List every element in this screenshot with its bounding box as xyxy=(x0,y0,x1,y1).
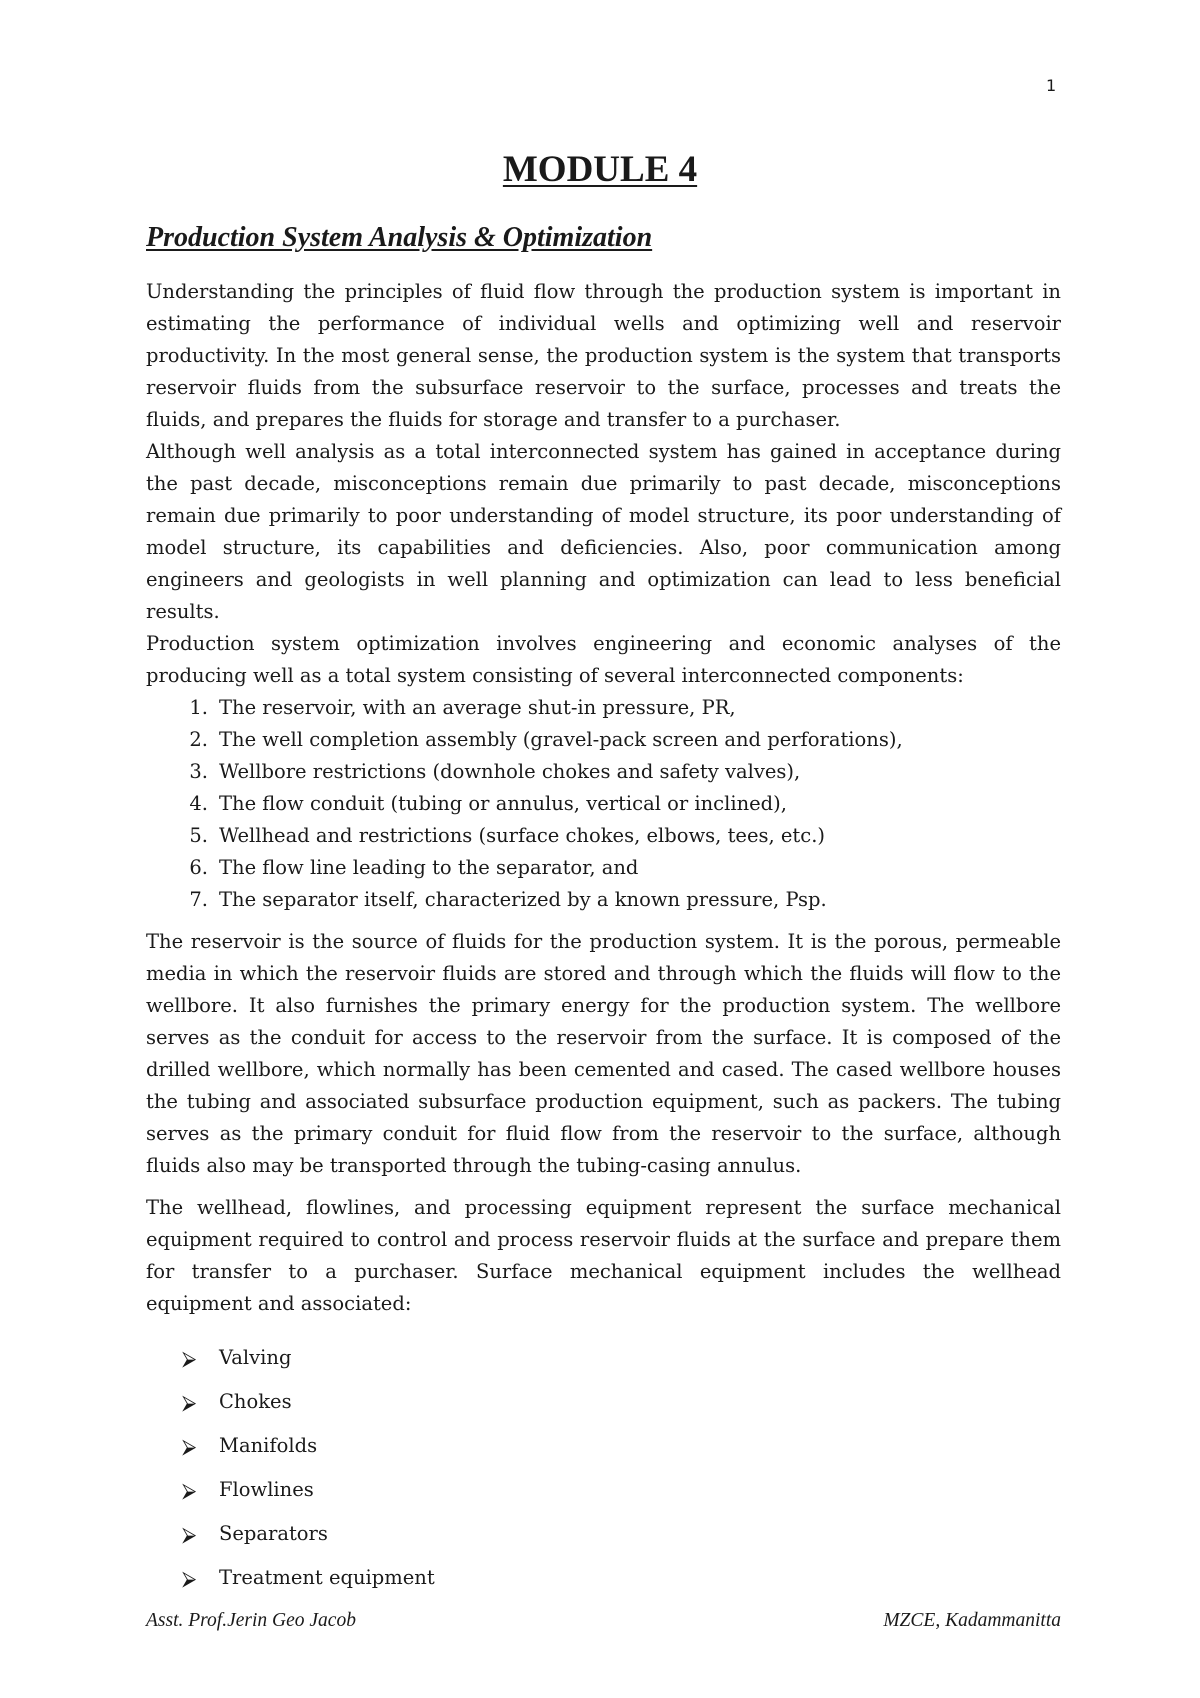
list-item-text: Chokes xyxy=(219,1390,292,1413)
list-item xyxy=(146,756,1061,788)
list-item-text: Separators xyxy=(219,1522,328,1545)
page-number: 1 xyxy=(1046,76,1057,95)
paragraph-surface: The wellhead, flowlines, and processing equipment represent the surface mechanical equipment required to control and process reservoir fluids at the surface and prepare them for transfer to a purchaser. Surface mechanical equipment includes the wellhead equipment and associated: xyxy=(146,1196,1061,1315)
arrow-bullet-icon: ⮚ xyxy=(182,1390,197,1414)
list-item-number: 7. xyxy=(189,888,208,911)
list-item-text: The separator itself, characterized by a known pressure, Psp. xyxy=(219,888,827,911)
paragraph-optimization: Production system optimization involves engineering and economic analyses of the producing well as a total system consisting of several interconnected components: xyxy=(146,632,1061,687)
list-item-number: 1. xyxy=(189,696,208,719)
list-item-text: Wellbore restrictions (downhole chokes and safety valves), xyxy=(219,760,801,783)
arrow-bullet-icon: ⮚ xyxy=(182,1566,197,1590)
list-item xyxy=(146,692,1061,724)
paragraph-intro: Understanding the principles of fluid flow through the production system is important in estimating the performance of individual wells and optimizing well and reservoir productivity. In the most general sense, the production system is the system that transports reservoir fluids from the subsurface reservoir to the surface, processes and treats the fluids, and prepares the fluids for storage and transfer to a purchaser. xyxy=(146,280,1061,431)
arrow-bullet-icon: ⮚ xyxy=(182,1434,197,1458)
list-item-text: Treatment equipment xyxy=(219,1566,435,1589)
equipment-list xyxy=(146,1336,1061,1600)
paragraph-reservoir: The reservoir is the source of fluids for the production system. It is the porous, permeable media in which the reservoir fluids are stored and through which the fluids will flow to the wellbore. It also furnishes the primary energy for the production system. The wellbore serves as the conduit for access to the reservoir from the surface. It is composed of the drilled wellbore, which normally has been cemented and cased. The cased wellbore houses the tubing and associated subsurface production equipment, such as packers. The tubing serves as the primary conduit for fluid flow from the reservoir to the surface, although fluids also may be transported through the tubing-casing annulus. xyxy=(146,930,1061,1177)
arrow-bullet-icon: ⮚ xyxy=(182,1346,197,1370)
list-item-text: The flow line leading to the separator, and xyxy=(219,856,639,879)
list-item-number: 2. xyxy=(189,728,208,751)
list-item-text: Manifolds xyxy=(219,1434,318,1457)
list-item xyxy=(146,820,1061,852)
list-item-number: 3. xyxy=(189,760,208,783)
list-item-text: Flowlines xyxy=(219,1478,314,1501)
document-body xyxy=(146,276,1061,1600)
list-item xyxy=(146,1336,1061,1380)
list-item-number: 6. xyxy=(189,856,208,879)
list-item xyxy=(146,1512,1061,1556)
module-title: MODULE 4 xyxy=(502,149,698,190)
components-list xyxy=(146,692,1061,916)
list-item-text: Valving xyxy=(219,1346,292,1369)
list-item-number: 5. xyxy=(189,824,208,847)
footer-author: Asst. Prof.Jerin Geo Jacob xyxy=(146,1610,356,1631)
section-title: Production System Analysis & Optimization xyxy=(146,222,653,253)
list-item xyxy=(146,1468,1061,1512)
list-item-text: The well completion assembly (gravel-pack screen and perforations), xyxy=(219,728,903,751)
list-item-text: The flow conduit (tubing or annulus, vertical or inclined), xyxy=(219,792,787,815)
list-item xyxy=(146,724,1061,756)
list-item-text: Wellhead and restrictions (surface chokes, elbows, tees, etc.) xyxy=(219,824,825,847)
list-item xyxy=(146,788,1061,820)
list-item xyxy=(146,1424,1061,1468)
arrow-bullet-icon: ⮚ xyxy=(182,1478,197,1502)
list-item xyxy=(146,852,1061,884)
arrow-bullet-icon: ⮚ xyxy=(182,1522,197,1546)
list-item-text: The reservoir, with an average shut-in pressure, PR, xyxy=(219,696,736,719)
list-item xyxy=(146,1380,1061,1424)
list-item xyxy=(146,1556,1061,1600)
footer-institution: MZCE, Kadammanitta xyxy=(883,1610,1061,1631)
list-item xyxy=(146,884,1061,916)
paragraph-analysis: Although well analysis as a total interconnected system has gained in acceptance during the past decade, misconceptions remain due primarily to past decade, misconceptions remain due primarily to poor understanding of model structure, its poor understanding of model structure, its capabilities and deficiencies. Also, poor communication among engineers and geologists in well planning and optimization can lead to less beneficial results. xyxy=(146,440,1061,623)
list-item-number: 4. xyxy=(189,792,208,815)
